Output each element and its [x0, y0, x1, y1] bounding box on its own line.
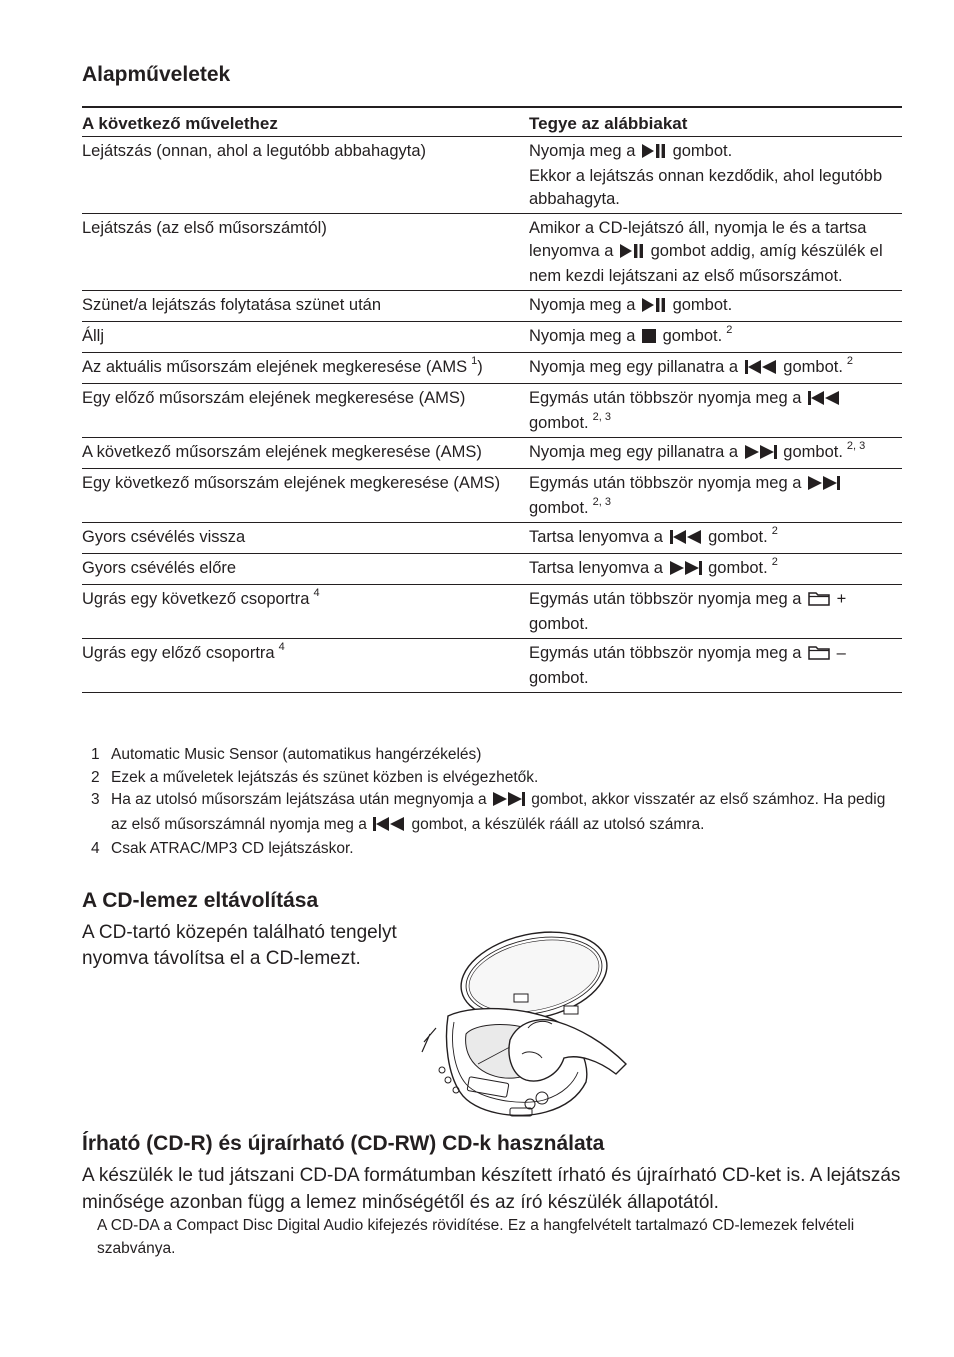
stop-icon — [642, 327, 656, 350]
table-row — [82, 585, 902, 639]
action-text: Nyomja meg a — [529, 142, 636, 160]
operation-text: Az aktuális műsorszám elejének megkeresése (AMS — [82, 358, 468, 376]
operations-table — [82, 106, 902, 693]
operation-cell — [82, 353, 529, 384]
operation-text: Gyors csévélés előre — [82, 559, 237, 577]
next-track-icon — [670, 559, 702, 582]
footnote-item — [82, 838, 902, 861]
action-text-end: gombot. — [672, 296, 733, 314]
action-text-end: – gombot. — [529, 644, 846, 687]
action-text-end: gombot. — [662, 327, 723, 345]
table-row — [82, 469, 902, 523]
section-title-cdr-cdrw: Írható (CD-R) és újraírható (CD-RW) CD-k használata — [82, 1132, 605, 1155]
action-text: Amikor a CD-lejátszó áll, nyomja le és a tartsa lenyomva a — [529, 219, 867, 260]
action-text: Egymás után többször nyomja meg a — [529, 644, 802, 662]
operation-cell — [82, 322, 529, 353]
operation-text: Ugrás egy előző csoportra — [82, 644, 275, 662]
table-row — [82, 384, 902, 438]
operation-cell — [82, 291, 529, 322]
folder-icon — [808, 644, 830, 667]
action-cell — [529, 469, 902, 523]
action-text-end: gombot. — [783, 358, 843, 376]
operation-cell — [82, 523, 529, 554]
footnote-ref: 2, 3 — [846, 439, 866, 452]
footnote-number: 1 — [91, 746, 100, 763]
play-pause-icon — [642, 296, 666, 319]
action-text-end: gombot. — [529, 414, 589, 432]
operation-text: Szünet/a lejátszás folytatása szünet után — [82, 296, 382, 314]
disc-removal-instructions: A CD-tartó közepén található tengelyt nyomva távolítsa el a CD-lemezt. — [82, 922, 397, 969]
footnote-ref: 4 — [313, 586, 320, 599]
cdr-cdrw-description: A készülék le tud játszani CD-DA formátumban készített írható és újraírható CD-ket is. A lejátszás minősége azonban függ a lemez minőségétől és az író készülék állapotától. — [82, 1165, 901, 1213]
next-track-icon — [745, 443, 777, 466]
previous-track-icon — [670, 528, 702, 551]
action-text-end: + gombot. — [529, 590, 847, 633]
action-cell — [529, 353, 902, 384]
footnote-text: Ha az utolsó műsorszám lejátszása után megnyomja a — [111, 791, 487, 808]
footnote-ref: 1 — [471, 354, 478, 367]
footnote-text: Ezek a műveletek lejátszás és szünet közben is elvégezhetők. — [111, 768, 539, 786]
operation-text: Állj — [82, 327, 105, 345]
folder-icon — [808, 590, 830, 613]
operation-text: A következő műsorszám elejének megkeresése (AMS) — [82, 443, 482, 461]
action-text-end: gombot addig, amíg készülék el nem kezdi lejátszani az első műsorszámot. — [529, 242, 883, 285]
section-title-disc-removal: A CD-lemez eltávolítása — [82, 889, 319, 912]
action-cell — [529, 523, 902, 554]
action-cell — [529, 384, 902, 438]
action-text-end: gombot. Ekkor a lejátszás onnan kezdődik, ahol legutóbb abbahagyta. — [529, 142, 883, 208]
action-cell — [529, 137, 902, 214]
footnotes-list — [82, 744, 902, 861]
footnote-item — [82, 789, 902, 838]
table-row — [82, 214, 902, 291]
play-pause-icon — [642, 142, 666, 165]
footnote-text-end: gombot, a készülék rááll az utolsó számra. — [411, 815, 705, 833]
operation-text: Egy előző műsorszám elejének megkeresése (AMS) — [82, 389, 466, 407]
action-text: Nyomja meg a — [529, 296, 636, 314]
footnote-ref: 2 — [726, 323, 733, 336]
operation-text: Ugrás egy következő csoportra — [82, 590, 310, 608]
operation-cell — [82, 384, 529, 438]
action-text: Tartsa lenyomva a — [529, 528, 663, 546]
operation-cell — [82, 554, 529, 585]
table-row — [82, 639, 902, 693]
operation-text: Lejátszás (onnan, ahol a legutóbb abbahagyta) — [82, 142, 427, 160]
action-text: Nyomja meg egy pillanatra a — [529, 358, 739, 376]
footnote-ref: 2, 3 — [592, 410, 611, 423]
action-text-end: gombot. — [529, 499, 589, 517]
action-text-end: gombot. — [783, 443, 843, 461]
footnote-ref: 2 — [846, 354, 854, 367]
footnote-text: Csak ATRAC/MP3 CD lejátszáskor. — [111, 840, 354, 857]
table-row — [82, 291, 902, 322]
cd-player-illustration — [418, 924, 640, 1124]
action-cell — [529, 322, 902, 353]
action-cell — [529, 585, 902, 639]
action-cell — [529, 438, 902, 469]
action-cell — [529, 214, 902, 291]
footnote-text: Automatic Music Sensor (automatikus hangérzékelés) — [111, 746, 482, 763]
footnote-ref: 4 — [278, 640, 285, 653]
cd-da-footnote: A CD-DA a Compact Disc Digital Audio kifejezés rövidítése. Ez a hangfelvételt tartalmazó CD-lemezek felvételi szabványa. — [97, 1217, 855, 1257]
previous-track-icon — [808, 389, 840, 412]
previous-track-icon — [745, 358, 777, 381]
operation-text: Lejátszás (az első műsorszámtól) — [82, 219, 327, 237]
column-header-action: Tegye az alábbiakat — [529, 107, 902, 137]
action-text: Egymás után többször nyomja meg a — [529, 389, 802, 407]
action-text: Egymás után többször nyomja meg a — [529, 474, 802, 492]
previous-track-icon — [373, 816, 405, 839]
table-row — [82, 438, 902, 469]
operation-cell — [82, 438, 529, 469]
footnote-ref: 2 — [771, 555, 778, 568]
next-track-icon — [808, 474, 840, 497]
operation-text-end: ) — [477, 358, 483, 376]
section-title-basic-operations: Alapműveletek — [82, 63, 231, 86]
column-header-operation: A következő művelethez — [82, 107, 529, 137]
operation-cell — [82, 585, 529, 639]
operation-cell — [82, 214, 529, 291]
footnote-ref: 2, 3 — [592, 495, 611, 508]
table-row — [82, 137, 902, 214]
footnote-text-mid: gombot, akkor visszatér az első számhoz. Ha pedig az első műsorszámnál nyomja meg a — [111, 791, 886, 833]
table-header-row — [82, 107, 902, 137]
play-pause-icon — [620, 242, 644, 265]
table-row — [82, 353, 902, 384]
footnote-number: 2 — [91, 768, 100, 786]
action-text: Tartsa lenyomva a — [529, 559, 663, 577]
footnote-number: 3 — [91, 791, 100, 808]
operation-cell — [82, 639, 529, 693]
action-text-end: gombot. — [708, 559, 768, 577]
operation-text: Gyors csévélés vissza — [82, 528, 246, 546]
table-row — [82, 554, 902, 585]
table-row — [82, 322, 902, 353]
action-text-end: gombot. — [708, 528, 768, 546]
action-cell — [529, 554, 902, 585]
action-text: Egymás után többször nyomja meg a — [529, 590, 802, 608]
footnote-number: 4 — [91, 840, 100, 857]
table-row — [82, 523, 902, 554]
footnote-item — [82, 767, 902, 790]
operation-cell — [82, 137, 529, 214]
operation-cell — [82, 469, 529, 523]
action-cell — [529, 639, 902, 693]
footnote-ref: 2 — [771, 524, 778, 537]
action-text: Nyomja meg egy pillanatra a — [529, 443, 739, 461]
operation-text: Egy következő műsorszám elejének megkeresése (AMS) — [82, 474, 501, 492]
footnote-item — [82, 744, 902, 767]
action-text: Nyomja meg a — [529, 327, 636, 345]
action-cell — [529, 291, 902, 322]
next-track-icon — [493, 791, 525, 814]
